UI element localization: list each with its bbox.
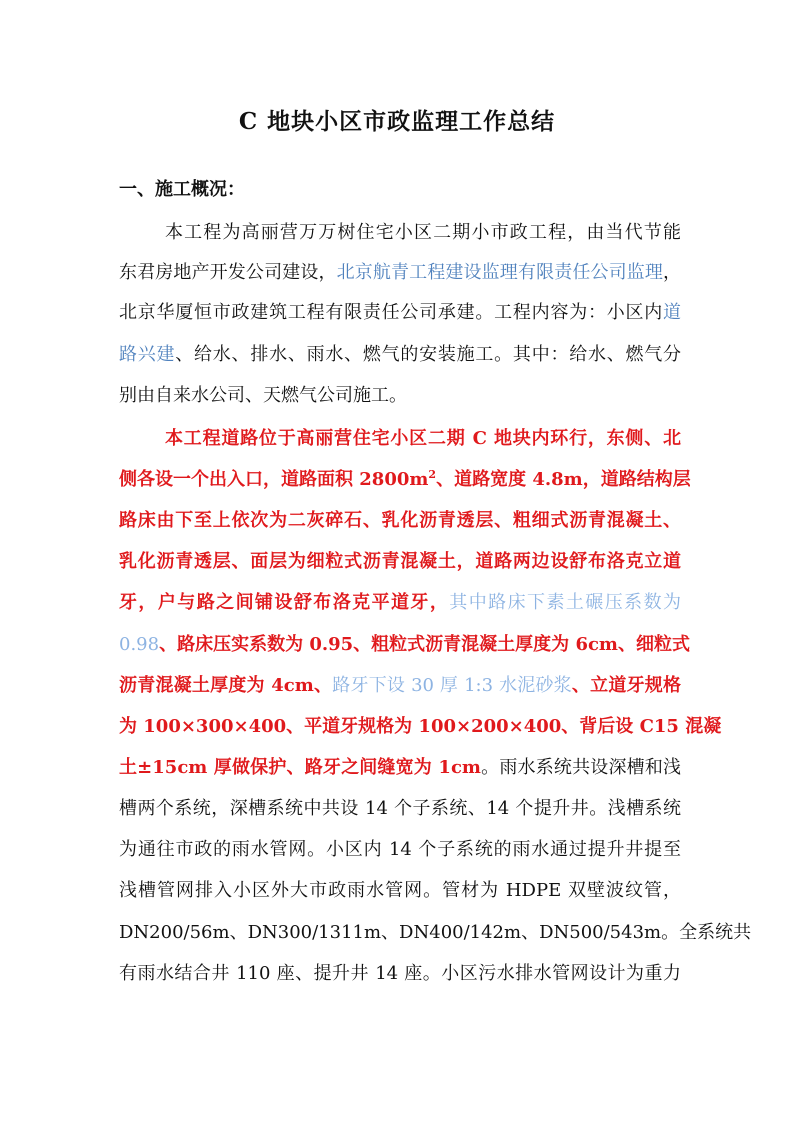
paragraph-2-line-6: 0.98、路床压实系数为 0.95、粗粒式沥青混凝土厚度为 6cm、细粒式	[119, 634, 690, 655]
paragraph-2-line-3: 路床由下至上依次为二灰碎石、乳化沥青透层、粗细式沥青混凝土、	[119, 510, 681, 531]
paragraph-2-line-9: 土±15cm 厚做保护、路牙之间缝宽为 1cm。雨水系统共设深槽和浅	[119, 757, 681, 778]
paragraph-1-line-2: 东君房地产开发公司建设，北京航青工程建设监理有限责任公司监理，	[119, 262, 682, 283]
document-title: C 地块小区市政监理工作总结	[238, 108, 556, 135]
paragraph-2-line-4: 乳化沥青透层、面层为细粒式沥青混凝土，道路两边设舒布洛克立道	[119, 551, 681, 572]
section-heading: 一、施工概况：	[119, 179, 245, 200]
paragraph-1-line-3: 北京华厦恒市政建筑工程有限责任公司承建。工程内容为：小区内道	[119, 302, 681, 323]
paragraph-2-line-7: 沥青混凝土厚度为 4cm、路牙下设 30 厚 1:3 水泥砂浆、立道牙规格	[119, 675, 682, 696]
paragraph-2-line-10: 槽两个系统，深槽系统中共设 14 个子系统、14 个提升井。浅槽系统	[119, 798, 681, 819]
paragraph-1-line-4: 路兴建、给水、排水、雨水、燃气的安装施工。其中：给水、燃气分	[119, 344, 682, 365]
paragraph-2-line-11: 为通往市政的雨水管网。小区内 14 个子系统的雨水通过提升井提至	[119, 839, 681, 860]
paragraph-2-line-14: 有雨水结合井 110 座、提升井 14 座。小区污水排水管网设计为重力	[119, 963, 681, 984]
paragraph-2-line-2: 侧各设一个出入口，道路面积 $2800m^2$、道路宽度 4.8m，道路结构层	[119, 468, 691, 490]
paragraph-2-line-1: 本工程道路位于高丽营住宅小区二期 C 地块内环行，东侧、北	[165, 428, 681, 449]
paragraph-2-line-12: 浅槽管网排入小区外大市政雨水管网。管材为 HDPE 双壁波纹管，	[119, 880, 681, 901]
supervisor-company-text: 北京航青工程建设监理有限责任公司监理	[336, 262, 664, 283]
paragraph-2-line-8: 为 100×300×400、平道牙规格为 100×200×400、背后设 C15 混凝	[119, 716, 722, 737]
paragraph-1-line-5: 别由自来水公司、天燃气公司施工。	[119, 385, 407, 406]
paragraph-2-line-13: DN200/56m、DN300/1311m、DN400/142m、DN500/543m。全系统共	[119, 922, 752, 943]
paragraph-1-line-1: 本工程为高丽营万万树住宅小区二期小市政工程，由当代节能	[165, 222, 681, 243]
paragraph-2-line-5: 牙，户与路之间铺设舒布洛克平道牙，其中路床下素土碾压系数为	[119, 592, 682, 613]
